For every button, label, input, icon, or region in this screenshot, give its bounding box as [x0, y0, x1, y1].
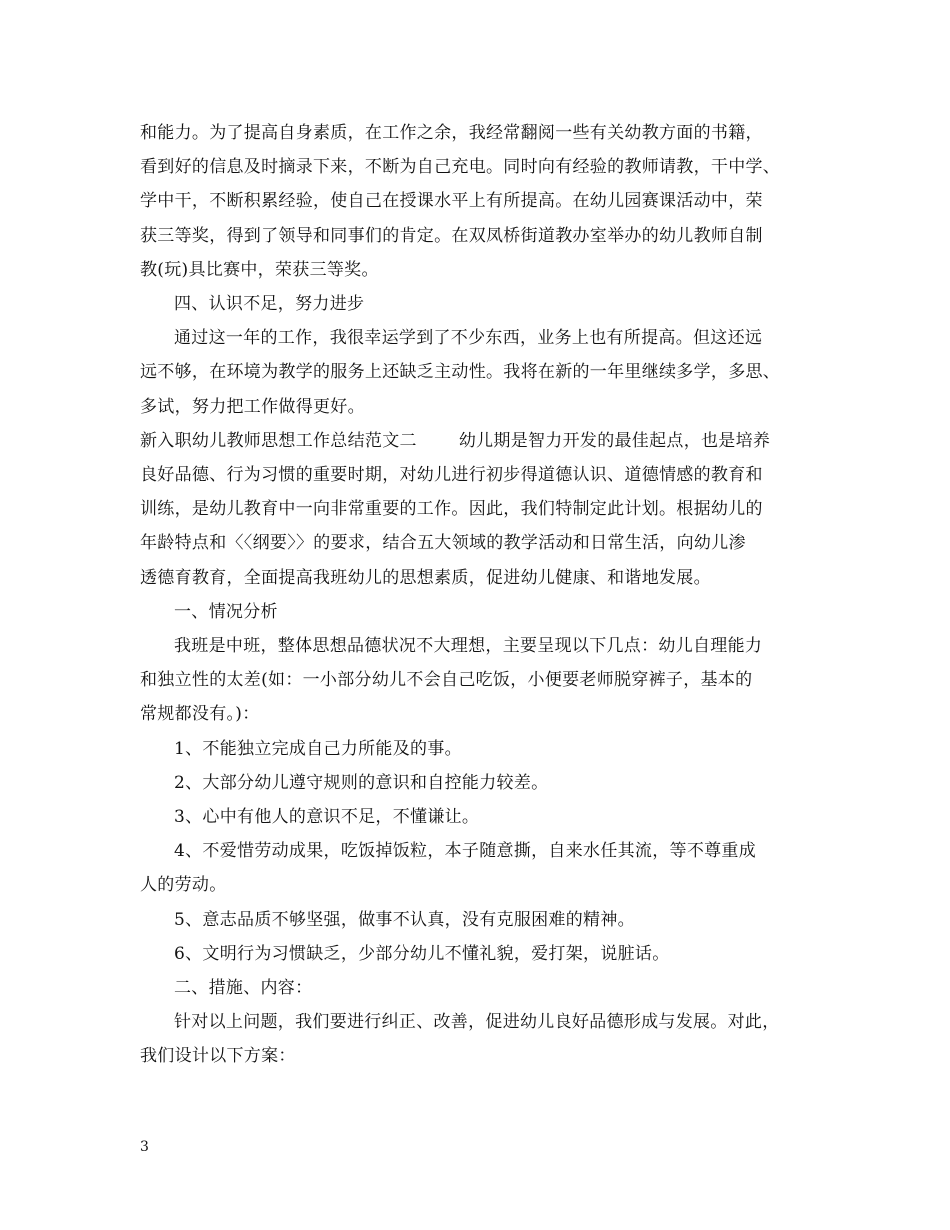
- section-heading: 一、情况分析: [174, 601, 278, 622]
- list-item-continuation: 人的劳动。: [140, 875, 227, 896]
- paragraph-line: 我们设计以下方案：: [140, 1046, 296, 1067]
- list-item: 3、心中有他人的意识不足，不懂谦让。: [174, 807, 480, 828]
- section-heading: 四、认识不足，努力进步: [174, 294, 365, 315]
- paragraph-line: 看到好的信息及时摘录下来，不断为自己充电。同时向有经验的教师请教，干中学、: [140, 157, 781, 178]
- paragraph-line: 常规都没有。)：: [140, 704, 260, 725]
- paragraph-line: 针对以上问题，我们要进行纠正、改善，促进幼儿良好品德形成与发展。对此，: [174, 1012, 780, 1033]
- paragraph-line: 良好品德、行为习惯的重要时期，对幼儿进行初步得道德认识、道德情感的教育和: [140, 465, 763, 486]
- list-item: 2、大部分幼儿遵守规则的意识和自控能力较差。: [174, 772, 549, 793]
- title-line: [140, 424, 820, 458]
- document-title: 新入职幼儿教师思想工作总结范文二: [140, 430, 417, 451]
- paragraph-line: 训练，是幼儿教育中一向非常重要的工作。因此，我们特制定此计划。根据幼儿的: [140, 499, 763, 520]
- paragraph-line: 远不够，在环境为教学的服务上还缺乏主动性。我将在新的一年里继续多学，多思、: [140, 362, 781, 383]
- list-item: 6、文明行为习惯缺乏，少部分幼儿不懂礼貌，爱打架，说脏话。: [174, 943, 670, 964]
- paragraph-line: 和能力。为了提高自身素质，在工作之余，我经常翻阅一些有关幼教方面的书籍，: [140, 123, 763, 143]
- paragraph-line: 年龄特点和〈〈纲要〉〉的要求，结合五大领域的教学活动和日常生活，向幼儿渗: [140, 533, 746, 554]
- body-text: [140, 116, 820, 1074]
- paragraph-line: 获三等奖，得到了领导和同事们的肯定。在双凤桥街道教办室举办的幼儿教师自制: [140, 225, 763, 246]
- paragraph-line: 学中干，不断积累经验，使自己在授课水平上有所提高。在幼儿园赛课活动中，荣: [140, 191, 763, 212]
- paragraph-line: 透德育教育，全面提高我班幼儿的思想素质，促进幼儿健康、和谐地发展。: [140, 567, 711, 588]
- paragraph-start: 幼儿期是智力开发的最佳起点，也是培养: [458, 430, 771, 451]
- paragraph-line: 多试，努力把工作做得更好。: [140, 396, 365, 417]
- list-item: 5、意志品质不够坚强，做事不认真，没有克服困难的精神。: [174, 909, 635, 930]
- page-number: 3: [140, 1139, 149, 1155]
- section-heading: 二、措施、内容：: [174, 978, 313, 999]
- paragraph-line: 和独立性的太差(如：一小部分幼儿不会自己吃饭，小便要老师脱穿裤子，基本的: [140, 670, 753, 691]
- list-item: 4、不爱惜劳动成果，吃饭掉饭粒，本子随意撕，自来水任其流，等不尊重成: [174, 841, 757, 862]
- list-item: 1、不能独立完成自己力所能及的事。: [174, 738, 462, 759]
- paragraph-line: 教(玩)具比赛中，荣获三等奖。: [140, 259, 379, 280]
- paragraph-line: 通过这一年的工作，我很幸运学到了不少东西，业务上也有所提高。但这还远: [174, 328, 763, 349]
- paragraph-line: 我班是中班，整体思想品德状况不大理想，主要呈现以下几点：幼儿自理能力: [174, 636, 763, 657]
